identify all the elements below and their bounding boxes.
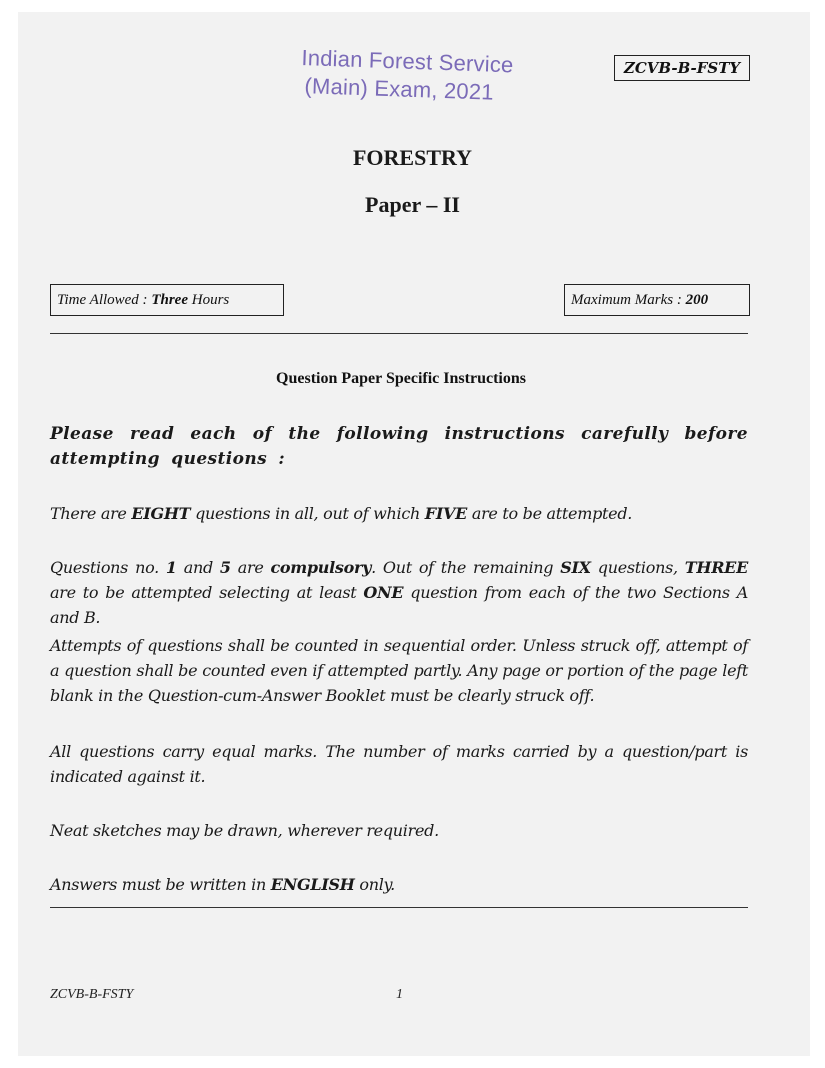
divider-bottom: [50, 907, 748, 908]
divider-top: [50, 333, 748, 334]
page-number: 1: [396, 987, 403, 1002]
instruction-4: All questions carry equal marks. The number of marks carried by a question/part is indicated against it.: [50, 742, 748, 786]
instruction-5: Neat sketches may be drawn, wherever required.: [50, 821, 439, 840]
max-marks-box: [564, 284, 750, 316]
instructions-heading: Question Paper Specific Instructions: [276, 370, 526, 387]
stamp-line-1: Indian Forest Service: [301, 44, 514, 78]
marks-label: Maximum Marks :: [571, 292, 686, 308]
instructions-intro: Please read each of the following instructions carefully before attempting questions :: [50, 424, 748, 469]
time-unit: Hours: [187, 292, 230, 308]
marks-value: 200: [685, 292, 709, 308]
instruction-3: Attempts of questions shall be counted in sequential order. Unless struck off, attempt of a question shall be counted even if attempted partly. Any page or portion of the page left blank in the Question-cum-Answer Booklet must be clearly struck off.: [50, 636, 748, 705]
stamp-line-2: (Main) Exam, 2021: [304, 73, 495, 105]
time-value: Three: [151, 292, 188, 308]
paper-code-box: ZCVB-B-FSTY: [614, 55, 750, 81]
exam-stamp: [300, 44, 514, 107]
time-label: Time Allowed :: [57, 292, 152, 308]
instruction-1: There are EIGHT questions in all, out of which FIVE are to be attempted.: [50, 504, 633, 523]
paper-number: Paper – II: [365, 192, 460, 217]
footer-paper-code: ZCVB-B-FSTY: [50, 987, 134, 1002]
instruction-2: Questions no. 1 and 5 are compulsory. Out of the remaining SIX questions, THREE are to be attempted selecting at least ONE question from each of the two Sections A and B.: [50, 558, 748, 627]
time-allowed-box: [50, 284, 284, 316]
subject-title: FORESTRY: [352, 145, 473, 170]
instruction-6: Answers must be written in ENGLISH only.: [50, 875, 395, 894]
